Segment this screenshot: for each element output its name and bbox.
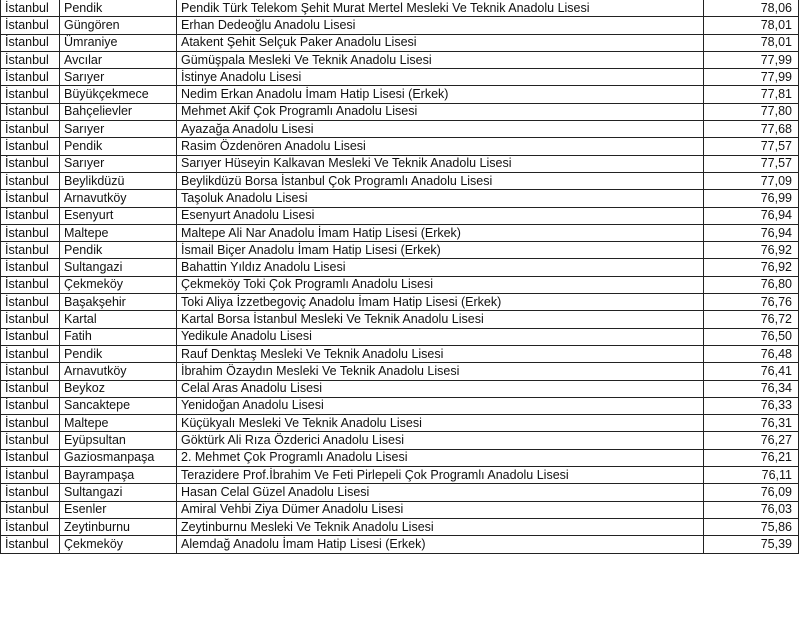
district-cell: Sultangazi <box>60 484 177 501</box>
score-cell: 75,39 <box>704 536 799 553</box>
district-cell: Bayrampaşa <box>60 467 177 484</box>
city-cell: İstanbul <box>1 501 60 518</box>
school-name-cell: Mehmet Akif Çok Programlı Anadolu Lisesi <box>177 103 704 120</box>
table-row <box>1 484 799 501</box>
table-row <box>1 501 799 518</box>
city-cell: İstanbul <box>1 345 60 362</box>
table-row <box>1 397 799 414</box>
district-cell: Arnavutköy <box>60 363 177 380</box>
city-cell: İstanbul <box>1 380 60 397</box>
school-name-cell: Zeytinburnu Mesleki Ve Teknik Anadolu Lisesi <box>177 518 704 535</box>
school-name-cell: Göktürk Ali Rıza Özderici Anadolu Lisesi <box>177 432 704 449</box>
score-cell: 76,21 <box>704 449 799 466</box>
school-name-cell: Amiral Vehbi Ziya Dümer Anadolu Lisesi <box>177 501 704 518</box>
score-cell: 75,86 <box>704 518 799 535</box>
score-cell: 76,31 <box>704 415 799 432</box>
district-cell: Zeytinburnu <box>60 518 177 535</box>
score-cell: 77,68 <box>704 121 799 138</box>
district-cell: Maltepe <box>60 224 177 241</box>
score-cell: 76,48 <box>704 345 799 362</box>
score-cell: 76,92 <box>704 242 799 259</box>
table-row <box>1 17 799 34</box>
table-row <box>1 190 799 207</box>
table-row <box>1 345 799 362</box>
district-cell: Gaziosmanpaşa <box>60 449 177 466</box>
district-cell: Sarıyer <box>60 121 177 138</box>
district-cell: Arnavutköy <box>60 190 177 207</box>
table-row <box>1 51 799 68</box>
school-name-cell: Beylikdüzü Borsa İstanbul Çok Programlı Anadolu Lisesi <box>177 172 704 189</box>
city-cell: İstanbul <box>1 484 60 501</box>
school-name-cell: Celal Aras Anadolu Lisesi <box>177 380 704 397</box>
district-cell: Pendik <box>60 138 177 155</box>
district-cell: Fatih <box>60 328 177 345</box>
district-cell: Esenler <box>60 501 177 518</box>
city-cell: İstanbul <box>1 138 60 155</box>
score-cell: 77,57 <box>704 138 799 155</box>
school-name-cell: Atakent Şehit Selçuk Paker Anadolu Lisesi <box>177 34 704 51</box>
city-cell: İstanbul <box>1 311 60 328</box>
school-name-cell: Esenyurt Anadolu Lisesi <box>177 207 704 224</box>
school-name-cell: Taşoluk Anadolu Lisesi <box>177 190 704 207</box>
table-row <box>1 121 799 138</box>
city-cell: İstanbul <box>1 242 60 259</box>
school-name-cell: 2. Mehmet Çok Programlı Anadolu Lisesi <box>177 449 704 466</box>
district-cell: Avcılar <box>60 51 177 68</box>
district-cell: Ümraniye <box>60 34 177 51</box>
table-row <box>1 363 799 380</box>
district-cell: Çekmeköy <box>60 536 177 553</box>
district-cell: Pendik <box>60 345 177 362</box>
school-name-cell: Pendik Türk Telekom Şehit Murat Mertel Mesleki Ve Teknik Anadolu Lisesi <box>177 0 704 17</box>
score-cell: 77,81 <box>704 86 799 103</box>
school-name-cell: Terazidere Prof.İbrahim Ve Feti Pirlepeli Çok Programlı Anadolu Lisesi <box>177 467 704 484</box>
school-name-cell: Alemdağ Anadolu İmam Hatip Lisesi (Erkek) <box>177 536 704 553</box>
score-cell: 76,41 <box>704 363 799 380</box>
district-cell: Sancaktepe <box>60 397 177 414</box>
district-cell: Beykoz <box>60 380 177 397</box>
table-row <box>1 259 799 276</box>
table-row <box>1 224 799 241</box>
table-row <box>1 207 799 224</box>
score-cell: 76,99 <box>704 190 799 207</box>
city-cell: İstanbul <box>1 103 60 120</box>
table-row <box>1 449 799 466</box>
school-name-cell: Hasan Celal Güzel Anadolu Lisesi <box>177 484 704 501</box>
school-name-cell: İbrahim Özaydın Mesleki Ve Teknik Anadolu Lisesi <box>177 363 704 380</box>
score-cell: 76,33 <box>704 397 799 414</box>
city-cell: İstanbul <box>1 415 60 432</box>
school-name-cell: Küçükyalı Mesleki Ve Teknik Anadolu Lisesi <box>177 415 704 432</box>
district-cell: Sultangazi <box>60 259 177 276</box>
score-cell: 77,57 <box>704 155 799 172</box>
table-row <box>1 138 799 155</box>
school-name-cell: Nedim Erkan Anadolu İmam Hatip Lisesi (Erkek) <box>177 86 704 103</box>
score-cell: 76,34 <box>704 380 799 397</box>
district-cell: Başakşehir <box>60 294 177 311</box>
city-cell: İstanbul <box>1 0 60 17</box>
school-name-cell: Yenidoğan Anadolu Lisesi <box>177 397 704 414</box>
score-cell: 78,01 <box>704 34 799 51</box>
district-cell: Kartal <box>60 311 177 328</box>
score-cell: 77,99 <box>704 69 799 86</box>
district-cell: Esenyurt <box>60 207 177 224</box>
school-name-cell: Toki Aliya İzzetbegoviç Anadolu İmam Hatip Lisesi (Erkek) <box>177 294 704 311</box>
city-cell: İstanbul <box>1 432 60 449</box>
table-row <box>1 276 799 293</box>
district-cell: Eyüpsultan <box>60 432 177 449</box>
score-cell: 76,94 <box>704 224 799 241</box>
city-cell: İstanbul <box>1 121 60 138</box>
table-row <box>1 0 799 17</box>
district-cell: Büyükçekmece <box>60 86 177 103</box>
city-cell: İstanbul <box>1 397 60 414</box>
district-cell: Maltepe <box>60 415 177 432</box>
school-name-cell: Maltepe Ali Nar Anadolu İmam Hatip Lisesi (Erkek) <box>177 224 704 241</box>
city-cell: İstanbul <box>1 207 60 224</box>
table-row <box>1 103 799 120</box>
school-name-cell: Bahattin Yıldız Anadolu Lisesi <box>177 259 704 276</box>
table-row <box>1 69 799 86</box>
table-row <box>1 380 799 397</box>
table-row <box>1 294 799 311</box>
table-row <box>1 34 799 51</box>
district-cell: Pendik <box>60 242 177 259</box>
district-cell: Çekmeköy <box>60 276 177 293</box>
school-name-cell: Rauf Denktaş Mesleki Ve Teknik Anadolu Lisesi <box>177 345 704 362</box>
school-name-cell: İstinye Anadolu Lisesi <box>177 69 704 86</box>
school-name-cell: Ayazağa Anadolu Lisesi <box>177 121 704 138</box>
table-row <box>1 242 799 259</box>
school-name-cell: Yedikule Anadolu Lisesi <box>177 328 704 345</box>
school-name-cell: İsmail Biçer Anadolu İmam Hatip Lisesi (Erkek) <box>177 242 704 259</box>
table-row <box>1 155 799 172</box>
table-row <box>1 86 799 103</box>
city-cell: İstanbul <box>1 155 60 172</box>
city-cell: İstanbul <box>1 51 60 68</box>
city-cell: İstanbul <box>1 449 60 466</box>
city-cell: İstanbul <box>1 190 60 207</box>
school-name-cell: Sarıyer Hüseyin Kalkavan Mesleki Ve Teknik Anadolu Lisesi <box>177 155 704 172</box>
city-cell: İstanbul <box>1 172 60 189</box>
score-cell: 76,80 <box>704 276 799 293</box>
district-cell: Güngören <box>60 17 177 34</box>
score-cell: 76,27 <box>704 432 799 449</box>
school-name-cell: Erhan Dedeoğlu Anadolu Lisesi <box>177 17 704 34</box>
table-row <box>1 467 799 484</box>
city-cell: İstanbul <box>1 536 60 553</box>
score-cell: 77,99 <box>704 51 799 68</box>
table-row <box>1 432 799 449</box>
score-cell: 78,06 <box>704 0 799 17</box>
score-cell: 76,11 <box>704 467 799 484</box>
score-cell: 76,50 <box>704 328 799 345</box>
table-row <box>1 311 799 328</box>
city-cell: İstanbul <box>1 69 60 86</box>
score-cell: 76,03 <box>704 501 799 518</box>
district-cell: Sarıyer <box>60 69 177 86</box>
score-cell: 77,09 <box>704 172 799 189</box>
score-cell: 76,94 <box>704 207 799 224</box>
city-cell: İstanbul <box>1 34 60 51</box>
table-row <box>1 328 799 345</box>
city-cell: İstanbul <box>1 328 60 345</box>
table-row <box>1 518 799 535</box>
district-cell: Pendik <box>60 0 177 17</box>
district-cell: Sarıyer <box>60 155 177 172</box>
score-cell: 76,76 <box>704 294 799 311</box>
school-name-cell: Rasim Özdenören Anadolu Lisesi <box>177 138 704 155</box>
city-cell: İstanbul <box>1 363 60 380</box>
school-name-cell: Çekmeköy Toki Çok Programlı Anadolu Lisesi <box>177 276 704 293</box>
city-cell: İstanbul <box>1 518 60 535</box>
city-cell: İstanbul <box>1 276 60 293</box>
score-cell: 78,01 <box>704 17 799 34</box>
score-cell: 76,92 <box>704 259 799 276</box>
city-cell: İstanbul <box>1 259 60 276</box>
school-name-cell: Kartal Borsa İstanbul Mesleki Ve Teknik Anadolu Lisesi <box>177 311 704 328</box>
score-cell: 76,72 <box>704 311 799 328</box>
table-body <box>1 0 799 553</box>
table-row <box>1 415 799 432</box>
district-cell: Bahçelievler <box>60 103 177 120</box>
score-cell: 77,80 <box>704 103 799 120</box>
city-cell: İstanbul <box>1 294 60 311</box>
city-cell: İstanbul <box>1 17 60 34</box>
school-name-cell: Gümüşpala Mesleki Ve Teknik Anadolu Lisesi <box>177 51 704 68</box>
score-cell: 76,09 <box>704 484 799 501</box>
district-cell: Beylikdüzü <box>60 172 177 189</box>
table-row <box>1 172 799 189</box>
city-cell: İstanbul <box>1 224 60 241</box>
table-row <box>1 536 799 553</box>
city-cell: İstanbul <box>1 86 60 103</box>
city-cell: İstanbul <box>1 467 60 484</box>
